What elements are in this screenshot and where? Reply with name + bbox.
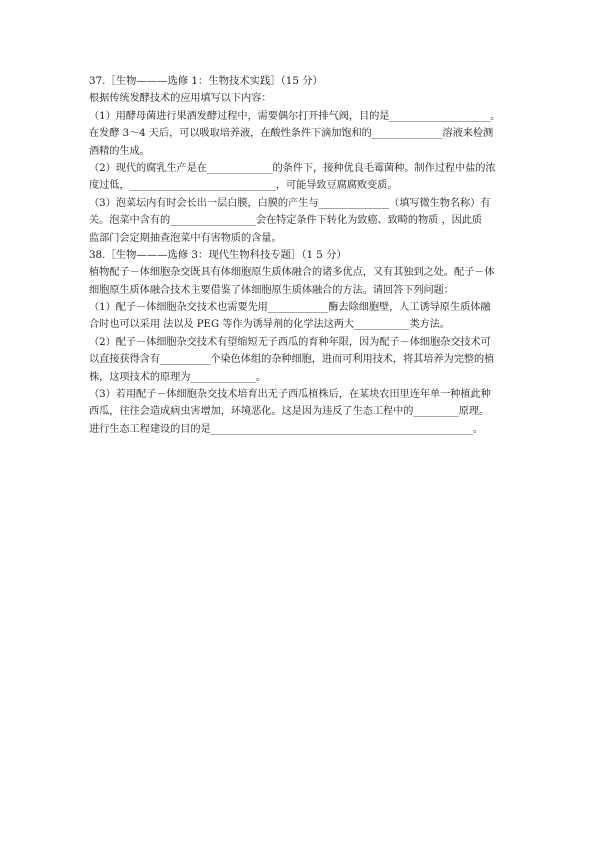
q38-line: （3）若用配子－体细胞杂交技术培育出无子西瓜植株后，在某块农田里连年单一种植此种: [89, 389, 491, 401]
q37-line: 酒精的生成。: [89, 145, 150, 157]
q37-intro: 根据传统发酵技术的应用填写以下内容：: [89, 93, 272, 105]
q37-line: 度过低，_____________________________，可能导致豆腐腐败变质。: [89, 180, 398, 192]
q38-line: （2）配子－体细胞杂交技术有望缩短无子西瓜的育种年限，因为配子－体细胞杂交技术可: [89, 336, 491, 348]
q38-line: 植物配子－体细胞杂交既具有体细胞原生质体融合的诸多优点，又有其独到之处。配子－体: [89, 267, 495, 279]
q37-line: 关。泡菜中含有的_________________会在特定条件下转化为致癌、致畸的物质 ，因此质: [89, 215, 483, 227]
q38-line: 合时也可以采用 法以及 PEG 等作为诱导剂的化学法这两大___________类方法。: [89, 319, 451, 331]
q37-line: （3）泡菜坛内有时会长出一层白膜，白膜的产生与______________（填写微生物名称）有: [89, 197, 491, 209]
q38-line: 以直接获得含有__________个染色体组的杂种细胞，进而可利用技术，将其培养为完整的植: [89, 354, 495, 366]
question-38: [89, 247, 519, 438]
q38-line: 进行生态工程建设的目的是____________________________________________________。: [89, 423, 484, 435]
q38-title: 38.［生物———选修 3：现代生物科技专题］（1 5 分）: [89, 248, 347, 261]
q38-line: 西瓜，往往会造成病虫害增加，环境恶化。这是因为违反了生态工程中的_________原理。: [89, 406, 490, 418]
q37-line: （1）用酵母菌进行果酒发酵过程中，需要偶尔打开排气阀，目的是____________________。: [89, 110, 501, 122]
exam-page: [89, 73, 519, 438]
q38-line: 株，这项技术的原理为_____________。: [89, 371, 267, 383]
q37-title: 37.［生物———选修 1：生物技术实践］（15 分）: [89, 75, 323, 87]
question-37: [89, 73, 519, 247]
q38-line: （1）配子－体细胞杂交技术也需要先用____________酶去除细胞壁，人工诱导原生质体融: [89, 302, 491, 314]
q37-line: 在发酵 3～4 天后，可以吸取培养液，在酸性条件下滴加饱和的______________溶液来检测: [89, 128, 494, 140]
q38-line: 细胞原生质体融合技术主要借鉴了体细胞原生质体融合的方法。请回答下列问题：: [89, 284, 454, 296]
q37-line: 监部门会定期抽查泡菜中有害物质的含量。: [89, 232, 282, 244]
q37-line: （2）现代的腐乳生产是在_____________的条件下，接种优良毛霉菌种。制作过程中盐的浓: [89, 162, 496, 174]
